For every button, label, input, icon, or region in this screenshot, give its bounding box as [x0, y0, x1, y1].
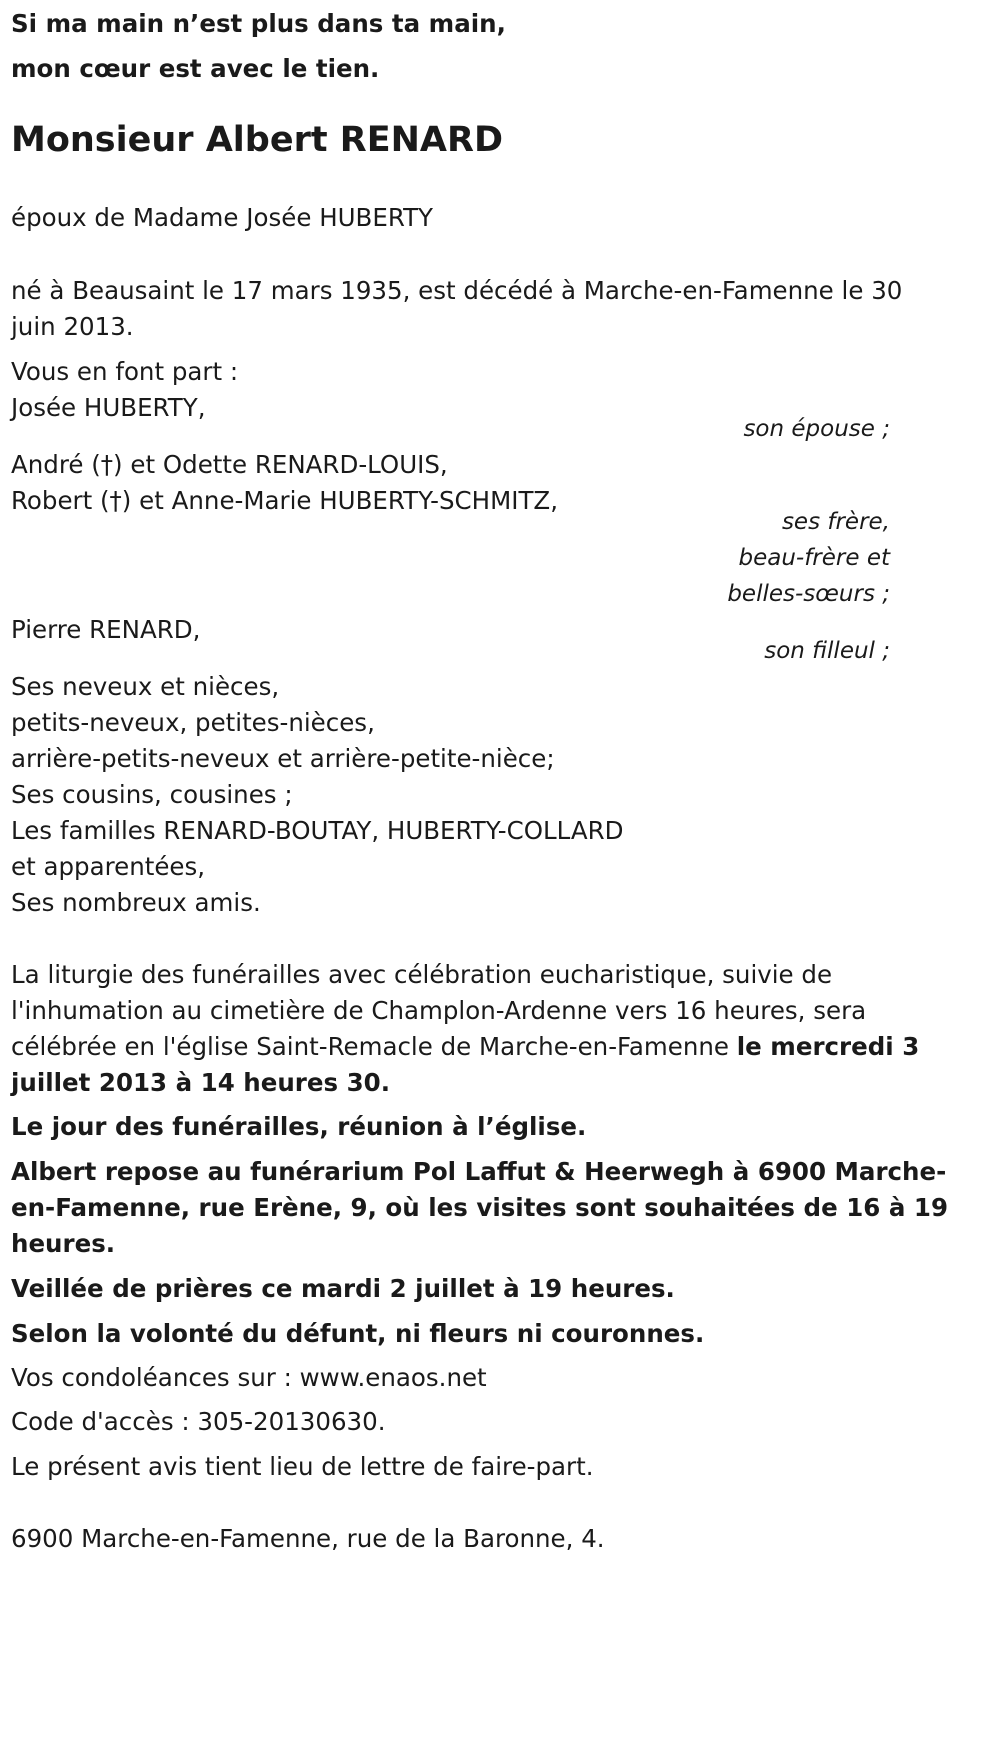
family-line: et apparentées, [11, 852, 206, 881]
funerarium-line-2: en-Famenne, rue Erène, 9, où les visites sont souhaitées de 16 à 19 [11, 1193, 948, 1222]
liturgy-line-2: l'inhumation au cimetière de Champlon-Ardenne vers 16 heures, sera [11, 996, 867, 1025]
godson-role: son filleul ; [764, 638, 890, 664]
spouse-name: Josée HUBERTY, [11, 393, 206, 422]
epigraph-line-1: Si ma main n’est plus dans ta main, [11, 9, 506, 38]
family-line: Les familles RENARD-BOUTAY, HUBERTY-COLLARD [11, 816, 624, 845]
access-code-line: Code d'accès : 305-20130630. [11, 1407, 386, 1436]
spouse-line: époux de Madame Josée HUBERTY [11, 203, 434, 232]
meeting-notice: Le jour des funérailles, réunion à l’église. [11, 1112, 587, 1141]
notice-line: Le présent avis tient lieu de lettre de faire-part. [11, 1452, 594, 1481]
family-line: petits-neveux, petites-nièces, [11, 708, 375, 737]
sibling-line-2: Robert (†) et Anne-Marie HUBERTY-SCHMITZ, [11, 486, 558, 515]
condolences-line: Vos condoléances sur : www.enaos.net [11, 1363, 487, 1392]
birth-death-line-1: né à Beausaint le 17 mars 1935, est décédé à Marche-en-Famenne le 30 [11, 276, 903, 305]
flowers-notice: Selon la volonté du défunt, ni fleurs ni couronnes. [11, 1319, 705, 1348]
liturgy-line-1: La liturgie des funérailles avec célébration eucharistique, suivie de [11, 960, 833, 989]
liturgy-church: célébrée en l'église Saint-Remacle de Marche-en-Famenne [11, 1032, 737, 1061]
godson-name: Pierre RENARD, [11, 615, 201, 644]
siblings-role-line-3: belles-sœurs ; [727, 581, 890, 607]
spouse-role: son épouse ; [743, 416, 890, 442]
birth-death-line-2: juin 2013. [11, 312, 134, 341]
liturgy-line-4: juillet 2013 à 14 heures 30. [11, 1068, 391, 1097]
funerarium-line-3: heures. [11, 1229, 116, 1258]
announce-line: Vous en font part : [11, 357, 239, 386]
epigraph-line-2: mon cœur est avec le tien. [11, 54, 380, 83]
family-line: arrière-petits-neveux et arrière-petite-nièce; [11, 744, 555, 773]
family-line: Ses nombreux amis. [11, 888, 261, 917]
sibling-line-1: André (†) et Odette RENARD-LOUIS, [11, 450, 448, 479]
vigil-notice: Veillée de prières ce mardi 2 juillet à 19 heures. [11, 1274, 675, 1303]
deceased-name: Monsieur Albert RENARD [11, 120, 504, 160]
address-line: 6900 Marche-en-Famenne, rue de la Baronne, 4. [11, 1524, 605, 1553]
siblings-role-line-1: ses frère, [781, 509, 890, 535]
funerarium-line-1: Albert repose au funérarium Pol Laffut & Heerwegh à 6900 Marche- [11, 1157, 947, 1186]
siblings-role-line-2: beau-frère et [738, 545, 890, 571]
family-line: Ses neveux et nièces, [11, 672, 280, 701]
family-line: Ses cousins, cousines ; [11, 780, 293, 809]
liturgy-line-3 [11, 1032, 919, 1062]
liturgy-date: le mercredi 3 [736, 1032, 920, 1061]
